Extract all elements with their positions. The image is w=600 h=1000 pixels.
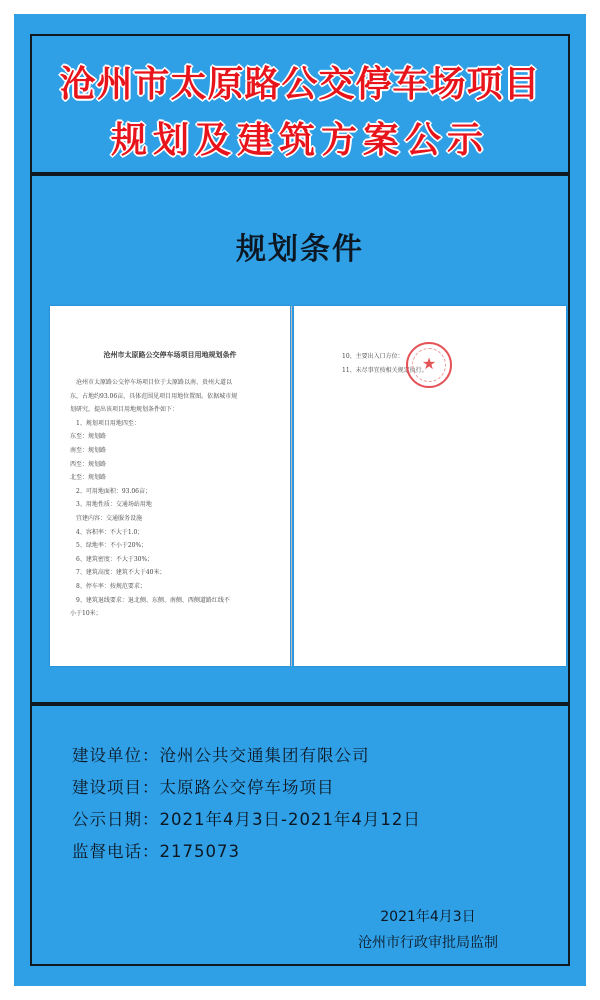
document-page-left [50, 306, 290, 666]
section-heading: 规划条件 [236, 232, 364, 267]
document-line: 3、用地性质：交通场站用地 [76, 501, 152, 509]
footer-organization: 沧州市行政审批局监制 [358, 935, 498, 951]
document-line: 1、规划项目用地四至： [76, 419, 140, 427]
document-line: 南至：规划路 [70, 446, 107, 454]
document-line: 北至：规划路 [70, 474, 107, 482]
document-line: 小于10米； [70, 610, 102, 618]
notice-poster [14, 14, 586, 986]
supervision-phone-value: 2175073 [159, 842, 240, 861]
document-line: 6、建筑密度：不大于30%； [76, 555, 154, 563]
construction-project-label: 建设项目： [72, 778, 160, 797]
notice-date-label: 公示日期： [72, 810, 160, 829]
document-line: 划研究，提出该项目用地规划条件如下： [70, 406, 179, 414]
construction-unit-row [72, 742, 370, 766]
document-line: 10、主要出入口方位： [342, 353, 404, 360]
info-panel [30, 704, 570, 966]
document-line: 西至：规划路 [70, 460, 107, 468]
construction-unit-label: 建设单位： [72, 746, 160, 765]
document-line: 5、绿地率：不小于20%； [76, 542, 148, 550]
document-line: 东至：规划路 [70, 433, 107, 441]
official-seal [406, 342, 452, 388]
document-line: 4、容积率：不大于1.0； [76, 528, 144, 536]
document-line: 沧州市太原路公交停车场项目位于太原路以南、贵州大道以 [76, 379, 233, 386]
notice-date-value: 2021年4月3日-2021年4月12日 [159, 810, 421, 829]
document-page-right [294, 306, 566, 666]
construction-project-row [72, 774, 335, 798]
page-divider [291, 306, 292, 666]
document-line: 8、停车率：按规范要求； [76, 582, 146, 590]
document-line: 宜建内容：交通服务设施 [76, 514, 143, 522]
planning-conditions-panel [30, 174, 570, 704]
supervision-phone-row [72, 838, 240, 862]
document-line: 东，占地约93.06亩，具体范围见项目用地位置图。依据城市规 [70, 392, 238, 400]
document-line: 2、可用地面积：93.06亩； [76, 487, 151, 495]
star-icon: ★ [421, 354, 437, 373]
title-line-2: 规划及建筑方案公示 [110, 120, 489, 161]
construction-unit-value: 沧州公共交通集团有限公司 [159, 746, 370, 765]
notice-date-row [72, 806, 421, 830]
document-title: 沧州市太原路公交停车场项目用地规划条件 [103, 351, 237, 359]
title-line-1: 沧州市太原路公交停车场项目 [59, 64, 541, 105]
document-line: 7、建筑高度：建筑不大于40米； [76, 569, 166, 577]
title-panel [30, 34, 570, 174]
document-line: 11、未尽事宜按相关规定执行。 [342, 367, 428, 374]
construction-project-value: 太原路公交停车场项目 [159, 778, 335, 797]
document-body [70, 376, 278, 621]
document-line: 9、建筑退线要求：退北侧、东侧、南侧、西侧道路红线不 [76, 596, 230, 604]
footer-date: 2021年4月3日 [380, 909, 476, 925]
supervision-phone-label: 监督电话： [72, 842, 160, 861]
